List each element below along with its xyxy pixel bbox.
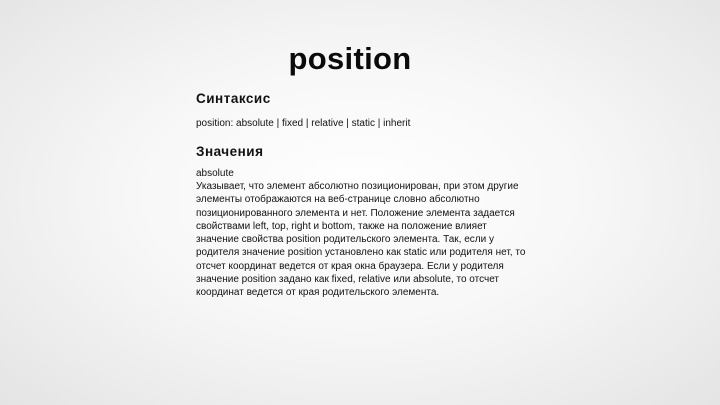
syntax-heading: Синтаксис bbox=[196, 91, 271, 106]
slide-title: position bbox=[288, 41, 412, 76]
syntax-line: position: absolute | fixed | relative | static | inherit bbox=[196, 118, 411, 129]
slide-content bbox=[196, 90, 526, 300]
values-heading: Значения bbox=[196, 144, 264, 159]
value-name: absolute bbox=[196, 168, 234, 179]
value-description: Указывает, что элемент абсолютно позиционирован, при этом другие элементы отображаются на веб-странице словно абсолютно позиционированного элемента и нет. Положение элемента задается свойствами left, top, right и bottom, также на положение влияет значение свойства position родительского элемента. Так, если у родителя значение position установлено как static или родителя нет, то отсчет координат ведется от края окна браузера. Если у родителя значение position задано как fixed, relative или absolute, то отсчет координат ведется от края родительского элемента. bbox=[196, 181, 526, 299]
